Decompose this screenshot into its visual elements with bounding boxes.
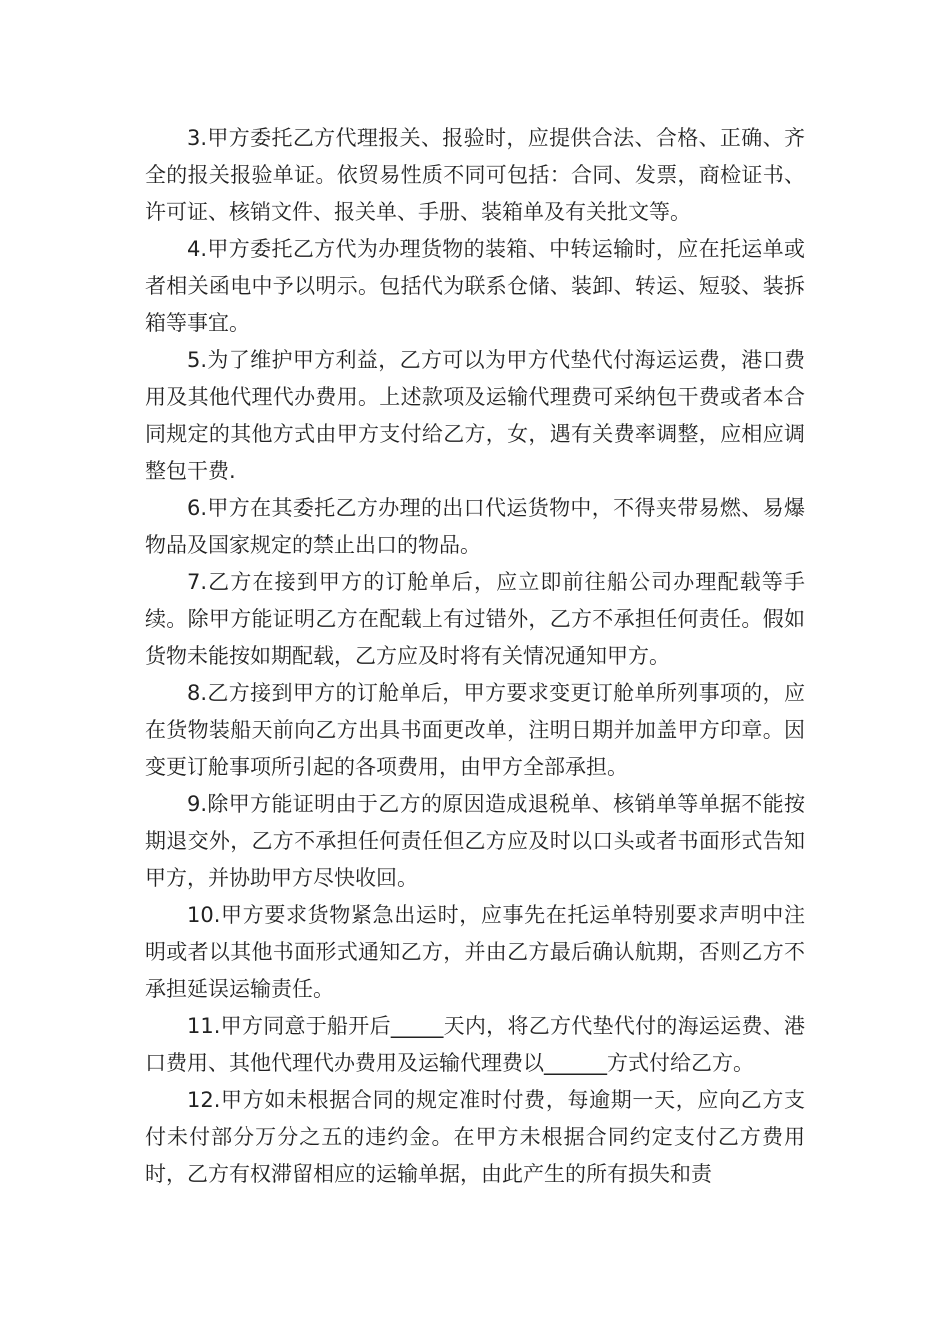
clause-12: 12.甲方如未根据合同的规定准时付费，每逾期一天，应向乙方支付未付部分万分之五的违约金。在甲方未根据合同约定支付乙方费用时，乙方有权滞留相应的运输单据，由此产生的所有损失和责	[145, 1088, 805, 1186]
document-body	[145, 120, 805, 1193]
clause-3: 3.甲方委托乙方代理报关、报验时，应提供合法、合格、正确、齐全的报关报验单证。依贸易性质不同可包括：合同、发票，商检证书、许可证、核销文件、报关单、手册、装箱单及有关批文等。	[145, 126, 805, 224]
clause-5: 5.为了维护甲方利益，乙方可以为甲方代垫代付海运运费，港口费用及其他代理代办费用。上述款项及运输代理费可采纳包干费或者本合同规定的其他方式由甲方支付给乙方，女，遇有关费率调整，应相应调整包干费.	[145, 348, 805, 483]
clause-9: 9.除甲方能证明由于乙方的原因造成退税单、核销单等单据不能按期退交外，乙方不承担任何责任但乙方应及时以口头或者书面形式告知甲方，并协助甲方尽快收回。	[145, 792, 805, 890]
clause-8: 8.乙方接到甲方的订舱单后，甲方要求变更订舱单所列事项的，应在货物装船天前向乙方出具书面更改单，注明日期并加盖甲方印章。因变更订舱事项所引起的各项费用，由甲方全部承担。	[145, 681, 805, 779]
clause-11: 11.甲方同意于船开后_____天内，将乙方代垫代付的海运运费、港口费用、其他代理代办费用及运输代理费以______方式付给乙方。	[145, 1014, 805, 1075]
clause-10: 10.甲方要求货物紧急出运时，应事先在托运单特别要求声明中注明或者以其他书面形式通知乙方，并由乙方最后确认航期，否则乙方不承担延误运输责任。	[145, 903, 805, 1001]
clause-6: 6.甲方在其委托乙方办理的出口代运货物中，不得夹带易燃、易爆物品及国家规定的禁止出口的物品。	[145, 496, 805, 557]
clause-4: 4.甲方委托乙方代为办理货物的装箱、中转运输时，应在托运单或者相关函电中予以明示。包括代为联系仓储、装卸、转运、短驳、装拆箱等事宜。	[145, 237, 805, 335]
clause-7: 7.乙方在接到甲方的订舱单后，应立即前往船公司办理配载等手续。除甲方能证明乙方在配载上有过错外，乙方不承担任何责任。假如货物未能按如期配载，乙方应及时将有关情况通知甲方。	[145, 570, 805, 668]
